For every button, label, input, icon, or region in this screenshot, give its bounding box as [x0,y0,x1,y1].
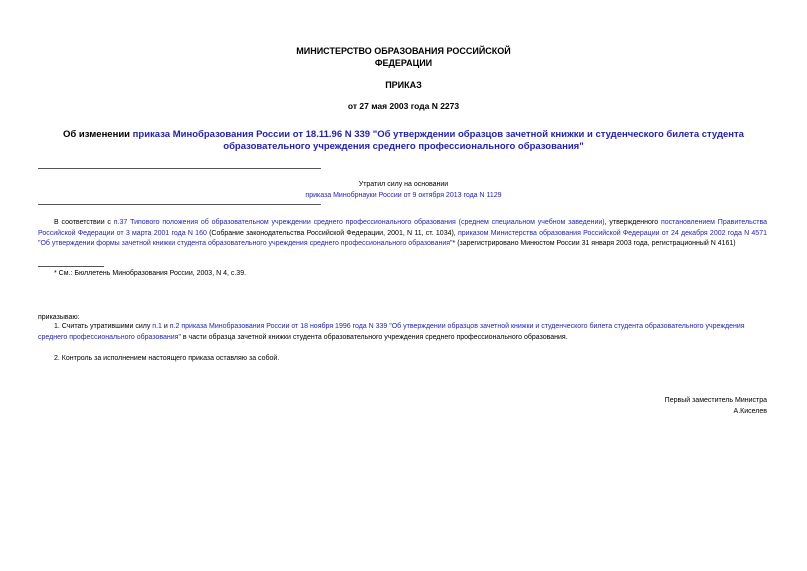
preamble-text-1: В соответствии с [54,219,114,226]
order-item-1 [38,322,767,343]
signature-name: А.Киселев [733,407,767,415]
preamble-link-3[interactable]: приказом Министерства образования Российской Федерации от 24 декабря 2002 года N 4571 "Об утверждении формы зачетной книжки студента образовательного учреждения среднего профессионального образования" [38,229,767,247]
preamble-link-1[interactable]: п.37 Типового положения об образовательном учреждении среднего профессионального образования (среднем специальном учебном заведении) [113,219,605,226]
order-item-2: 2. Контроль за исполнением настоящего приказа оставляю за собой. [54,355,280,362]
preamble-paragraph [38,218,767,250]
item1-text-2: и [161,323,170,330]
expired-link[interactable]: приказа Минобрнауки России от 9 октября 2013 года N 1129 [305,191,502,199]
signature-block [665,396,767,417]
ministry-line1: МИНИСТЕРСТВО ОБРАЗОВАНИЯ РОССИЙСКОЙ [296,46,511,56]
divider-middle [38,204,321,205]
item1-text-4: в части образца зачетной книжки студента образовательного учреждения среднего профессионального образования. [180,333,568,341]
expired-text: Утратил силу на основании [358,181,449,188]
footnote-divider [38,266,104,267]
expired-note [0,180,807,201]
title-prefix: Об изменении [63,129,133,140]
preamble-link-2[interactable]: постановлением Правительства Российской Федерации от 3 марта 2001 года N 160 [38,219,768,237]
preamble-text-4: * (зарегистрировано Минюстом России 31 января 2003 года, регистрационный N 4161) [452,240,736,247]
item1-link-p1[interactable]: п.1 [152,323,162,330]
document-title [30,129,777,153]
item1-text-1: 1. Считать утратившими силу [54,323,153,330]
title-link[interactable]: приказа Минобразования России от 18.11.96 N 339 "Об утверждении образцов зачетной книжки и студенческого билета студента образовательного учреждения среднего профессионального образования" [132,129,744,152]
preamble-text-3: (Собрание законодательства Российской Федерации, 2001, N 11, ст. 1034), [206,229,458,237]
ministry-heading [0,45,807,69]
signature-position: Первый заместитель Министра [664,397,767,404]
ministry-line2: ФЕДЕРАЦИИ [374,58,433,68]
preamble-text-2: , утвержденного [604,219,661,226]
item1-link-p2[interactable]: п.2 [169,323,180,330]
divider-top [38,168,321,169]
order-heading: ПРИКАЗ [385,80,422,90]
order-word: приказываю: [38,314,80,321]
footnote: * См.: Бюллетень Минобразования России, 2003, N 4, с.39. [54,270,247,277]
order-date: от 27 мая 2003 года N 2273 [347,101,460,111]
item1-link-order[interactable]: приказа Минобразования России от 18 ноября 1996 года N 339 "Об утверждении образцов зачетной книжки и студенческого билета студента образовательного учреждения среднего профессионального образования" [38,323,745,341]
